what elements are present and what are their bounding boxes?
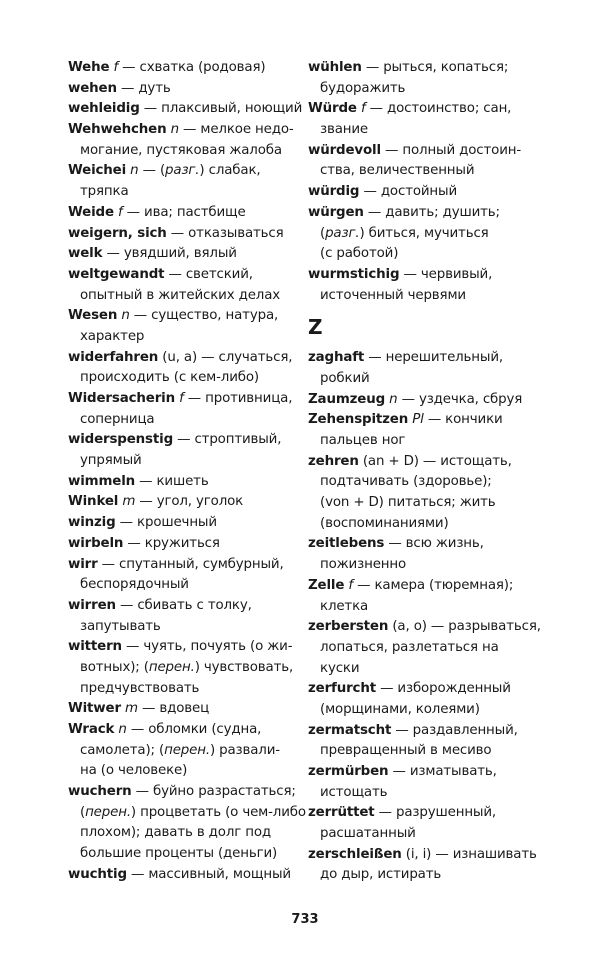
definition-text: подтачивать (здоровье); xyxy=(320,474,492,490)
entry-continuation-line xyxy=(308,224,548,245)
definition-text: (a, o) — разрываться, xyxy=(388,619,541,635)
grammar-marker: n xyxy=(118,722,127,737)
entry-line xyxy=(308,203,548,224)
definition-text: — противница, xyxy=(183,391,293,406)
definition-text: — мелкое недо- xyxy=(178,122,294,138)
definition-text: пожизненно xyxy=(320,557,407,573)
definition-text: плохом); давать в долг под xyxy=(80,825,271,841)
definition-text: беспорядочный xyxy=(80,577,189,593)
entry-line xyxy=(308,265,548,286)
headword: widerspenstig xyxy=(68,432,173,448)
usage-label: перен. xyxy=(148,659,195,675)
definition-text: ( xyxy=(320,225,326,241)
definition-text: ) процветать (о чем-либо xyxy=(130,804,306,820)
definition-text: ства, величественный xyxy=(320,163,475,179)
definition-text: — изборожденный xyxy=(375,681,511,697)
definition-text: — дуть xyxy=(116,80,171,96)
entry-continuation-line xyxy=(308,597,548,618)
definition-text: упрямый xyxy=(80,453,142,469)
entry-line xyxy=(68,58,306,79)
headword: wirren xyxy=(68,597,116,613)
usage-label: разг. xyxy=(165,163,200,179)
headword: zehren xyxy=(308,453,359,469)
entry-line xyxy=(308,141,548,162)
usage-label: разг. xyxy=(325,225,360,241)
entry-line xyxy=(68,224,306,245)
definition-text: звание xyxy=(320,122,369,138)
entry-continuation-line xyxy=(308,783,548,804)
headword: winzig xyxy=(68,515,116,531)
entry-continuation-line xyxy=(308,431,548,452)
definition-text: — разрушенный, xyxy=(374,805,496,821)
headword: wittern xyxy=(68,639,122,655)
entry-continuation-line xyxy=(308,286,548,307)
definition-text: — уздечка, сбруя xyxy=(397,391,523,407)
entry-line xyxy=(68,430,306,451)
entry-continuation-line xyxy=(68,368,306,389)
headword: würdevoll xyxy=(308,142,381,158)
entry-line xyxy=(308,576,548,597)
definition-text: — угол, уголок xyxy=(135,494,244,510)
entry-continuation-line xyxy=(68,658,306,679)
definition-text: — раздавленный, xyxy=(391,722,518,738)
definition-text: — отказываться xyxy=(166,225,284,241)
definition-text: ) чувствовать, xyxy=(194,659,294,675)
definition-text: до дыр, истирать xyxy=(320,867,442,883)
entry-continuation-line xyxy=(68,617,306,638)
entry-line xyxy=(68,720,306,741)
entry-line xyxy=(68,306,306,327)
headword: wehleidig xyxy=(68,101,140,117)
definition-text: клетка xyxy=(320,598,369,614)
grammar-marker: f xyxy=(113,60,119,75)
definition-text: тряпка xyxy=(80,184,129,200)
entry-line xyxy=(308,390,548,411)
entry-line xyxy=(308,803,548,824)
definition-text: соперница xyxy=(80,411,155,427)
entry-line xyxy=(308,348,548,369)
definition-text: пальцев ног xyxy=(320,433,406,448)
headword: zermatscht xyxy=(308,722,392,738)
entry-continuation-line xyxy=(308,638,548,659)
definition-text: робкий xyxy=(320,370,370,386)
headword: Wrack xyxy=(68,722,115,737)
headword: Witwer xyxy=(68,701,121,717)
entry-continuation-line xyxy=(308,659,548,680)
definition-text: — схватка (родовая) xyxy=(118,60,266,75)
entry-continuation-line xyxy=(308,555,548,576)
headword: Wehwehchen xyxy=(68,122,167,138)
headword: Würde xyxy=(308,101,357,117)
entry-line xyxy=(68,99,306,120)
entry-continuation-line xyxy=(68,327,306,348)
grammar-marker: n xyxy=(130,163,139,179)
definition-text: истощать xyxy=(320,784,388,800)
entry-line xyxy=(68,596,306,617)
entry-continuation-line xyxy=(68,141,306,162)
grammar-marker: n xyxy=(170,122,179,138)
headword: Zelle xyxy=(308,577,345,593)
entry-line xyxy=(308,679,548,700)
definition-text: вотных); ( xyxy=(80,659,149,675)
entry-line xyxy=(68,389,306,410)
entry-continuation-line xyxy=(308,369,548,390)
entry-line xyxy=(308,534,548,555)
headword: wirr xyxy=(68,556,98,572)
definition-text: предчувствовать xyxy=(80,680,200,696)
headword: zerrüttet xyxy=(308,805,375,821)
definition-text: характер xyxy=(80,328,145,344)
headword: wuchern xyxy=(68,784,132,800)
definition-text: лопаться, разлетаться на xyxy=(320,639,499,655)
definition-text: (u, a) — случаться, xyxy=(158,349,293,365)
definition-text: (von + D) питаться; жить xyxy=(320,495,496,511)
definition-text: — плаксивый, ноющий xyxy=(139,101,303,117)
definition-text: — светский, xyxy=(164,266,253,282)
entry-continuation-line xyxy=(308,120,548,141)
right-column-w-section xyxy=(308,58,548,306)
grammar-marker: f xyxy=(118,204,123,220)
entry-continuation-line xyxy=(68,741,306,762)
entry-continuation-line xyxy=(308,161,548,182)
grammar-marker: f xyxy=(360,101,366,117)
grammar-marker: m xyxy=(125,701,138,717)
grammar-marker: f xyxy=(179,391,184,406)
entry-line xyxy=(68,203,306,224)
entry-line xyxy=(68,865,306,886)
headword: Zaumzeug xyxy=(308,391,386,407)
entry-line xyxy=(308,99,548,120)
entry-continuation-line xyxy=(68,410,306,431)
entry-line xyxy=(68,120,306,141)
definition-text: — существо, натура, xyxy=(129,308,279,324)
definition-text: — кружиться xyxy=(123,535,220,551)
definition-text: — чуять, почуять (о жи- xyxy=(121,639,293,655)
entry-continuation-line xyxy=(68,823,306,844)
entry-continuation-line xyxy=(308,514,548,535)
definition-text: — кишеть xyxy=(135,473,209,489)
definition-text: превращенный в месиво xyxy=(320,743,492,759)
definition-text: — нерешительный, xyxy=(364,350,503,366)
grammar-marker: n xyxy=(121,308,130,324)
headword: zerbersten xyxy=(308,619,389,635)
definition-text: ) развали- xyxy=(209,742,280,758)
grammar-marker: f xyxy=(348,577,353,593)
headword: weltgewandt xyxy=(68,266,165,282)
headword: Wesen xyxy=(68,308,118,324)
entry-continuation-line xyxy=(68,761,306,782)
headword: weigern, sich xyxy=(68,225,167,241)
entry-continuation-line xyxy=(68,679,306,700)
entry-line xyxy=(68,161,306,182)
page-number: 733 xyxy=(291,912,319,927)
definition-text: расшатанный xyxy=(320,826,416,842)
headword: wehen xyxy=(68,80,117,96)
entry-line xyxy=(68,699,306,720)
entry-continuation-line xyxy=(308,244,548,265)
entry-line xyxy=(68,472,306,493)
definition-text: запутывать xyxy=(80,618,161,634)
definition-text: на (о человеке) xyxy=(80,763,188,779)
definition-text: — червивый, xyxy=(399,266,493,282)
definition-text: — буйно разрастаться; xyxy=(131,784,296,800)
headword: widerfahren xyxy=(68,349,159,365)
headword: wimmeln xyxy=(68,473,136,489)
definition-text: — рыться, копаться; xyxy=(361,60,509,75)
right-column-z-section xyxy=(308,348,548,886)
definition-text: — ( xyxy=(138,163,166,179)
definition-text: — крошечный xyxy=(115,515,217,531)
grammar-marker: n xyxy=(389,391,398,407)
definition-text: — кончики xyxy=(423,412,503,428)
definition-text: (воспоминаниями) xyxy=(320,515,449,531)
definition-text: — давить; душить; xyxy=(363,204,500,220)
entry-line xyxy=(308,617,548,638)
headword: wirbeln xyxy=(68,535,124,551)
entry-line xyxy=(308,410,548,431)
entry-continuation-line xyxy=(68,286,306,307)
grammar-marker: Pl xyxy=(412,412,424,428)
entry-line xyxy=(308,721,548,742)
definition-text: — ива; пастбище xyxy=(122,204,246,220)
headword: Winkel xyxy=(68,494,119,510)
headword: Weichei xyxy=(68,163,127,179)
headword: zermürben xyxy=(308,764,389,779)
headword: wühlen xyxy=(308,60,362,75)
entry-continuation-line xyxy=(68,451,306,472)
definition-text: могание, пустяковая жалоба xyxy=(80,142,282,158)
definition-text: — изматывать, xyxy=(388,764,497,779)
entry-continuation-line xyxy=(308,741,548,762)
definition-text: куски xyxy=(320,660,360,676)
definition-text: ) биться, мучиться xyxy=(359,225,489,241)
entry-line xyxy=(68,513,306,534)
headword: zaghaft xyxy=(308,350,365,366)
entry-line xyxy=(68,782,306,803)
entry-line xyxy=(68,265,306,286)
headword: wuchtig xyxy=(68,866,127,882)
headword: Zehenspitzen xyxy=(308,412,409,428)
entry-line xyxy=(68,79,306,100)
entry-line xyxy=(68,492,306,513)
entry-line xyxy=(68,555,306,576)
definition-text: источенный червями xyxy=(320,287,466,303)
headword: zerschleißen xyxy=(308,846,402,862)
entry-continuation-line xyxy=(308,700,548,721)
definition-text: — достойный xyxy=(359,184,458,200)
definition-text: (an + D) — истощать, xyxy=(358,453,512,469)
headword: würdig xyxy=(308,184,360,200)
definition-text: — достоинство; сан, xyxy=(365,101,512,117)
definition-text: — спутанный, сумбурный, xyxy=(97,556,284,572)
entry-line xyxy=(68,534,306,555)
definition-text: — обломки (судна, xyxy=(126,722,262,737)
entry-continuation-line xyxy=(68,182,306,203)
headword: Widersacherin xyxy=(68,391,175,406)
entry-continuation-line xyxy=(308,79,548,100)
entry-line xyxy=(68,244,306,265)
entry-continuation-line xyxy=(308,824,548,845)
entry-continuation-line xyxy=(308,472,548,493)
headword: welk xyxy=(68,246,103,262)
definition-text: ( xyxy=(80,804,86,820)
headword: wurmstichig xyxy=(308,266,400,282)
definition-text: (с работой) xyxy=(320,246,399,262)
definition-text: ) слабак, xyxy=(199,163,261,179)
left-column xyxy=(68,58,306,886)
entry-continuation-line xyxy=(308,493,548,514)
headword: zeitlebens xyxy=(308,536,385,552)
definition-text: опытный в житейских делах xyxy=(80,287,281,303)
definition-text: — всю жизнь, xyxy=(384,536,484,552)
headword: zerfurcht xyxy=(308,681,376,697)
definition-text: — сбивать с толку, xyxy=(115,597,252,613)
headword: Weide xyxy=(68,204,114,220)
definition-text: — строптивый, xyxy=(173,432,282,448)
entry-continuation-line xyxy=(308,865,548,886)
entry-line xyxy=(308,58,548,79)
entry-continuation-line xyxy=(68,575,306,596)
entry-line xyxy=(308,762,548,783)
entry-line xyxy=(68,348,306,369)
entry-line xyxy=(68,637,306,658)
section-letter-heading: Z xyxy=(308,315,323,340)
headword: Wehe xyxy=(68,60,110,75)
right-column xyxy=(308,58,548,886)
definition-text: (морщинами, колеями) xyxy=(320,701,480,717)
entry-line xyxy=(308,845,548,866)
definition-text: (i, i) — изнашивать xyxy=(401,846,537,862)
entry-continuation-line xyxy=(68,803,306,824)
entry-line xyxy=(308,182,548,203)
definition-text: происходить (с кем-либо) xyxy=(80,370,259,386)
definition-text: будоражить xyxy=(320,80,406,96)
definition-text: большие проценты (деньги) xyxy=(80,846,278,862)
grammar-marker: m xyxy=(122,494,136,510)
headword: würgen xyxy=(308,204,364,220)
definition-text: — увядший, вялый xyxy=(102,246,237,262)
definition-text: — полный достоин- xyxy=(380,142,522,158)
definition-text: — камера (тюремная); xyxy=(353,577,514,593)
entry-line xyxy=(308,452,548,473)
entry-continuation-line xyxy=(68,844,306,865)
usage-label: перен. xyxy=(164,742,210,758)
definition-text: самолета); ( xyxy=(80,742,165,758)
definition-text: — вдовец xyxy=(137,701,210,717)
definition-text: — массивный, мощный xyxy=(126,866,291,882)
usage-label: перен. xyxy=(85,804,131,820)
